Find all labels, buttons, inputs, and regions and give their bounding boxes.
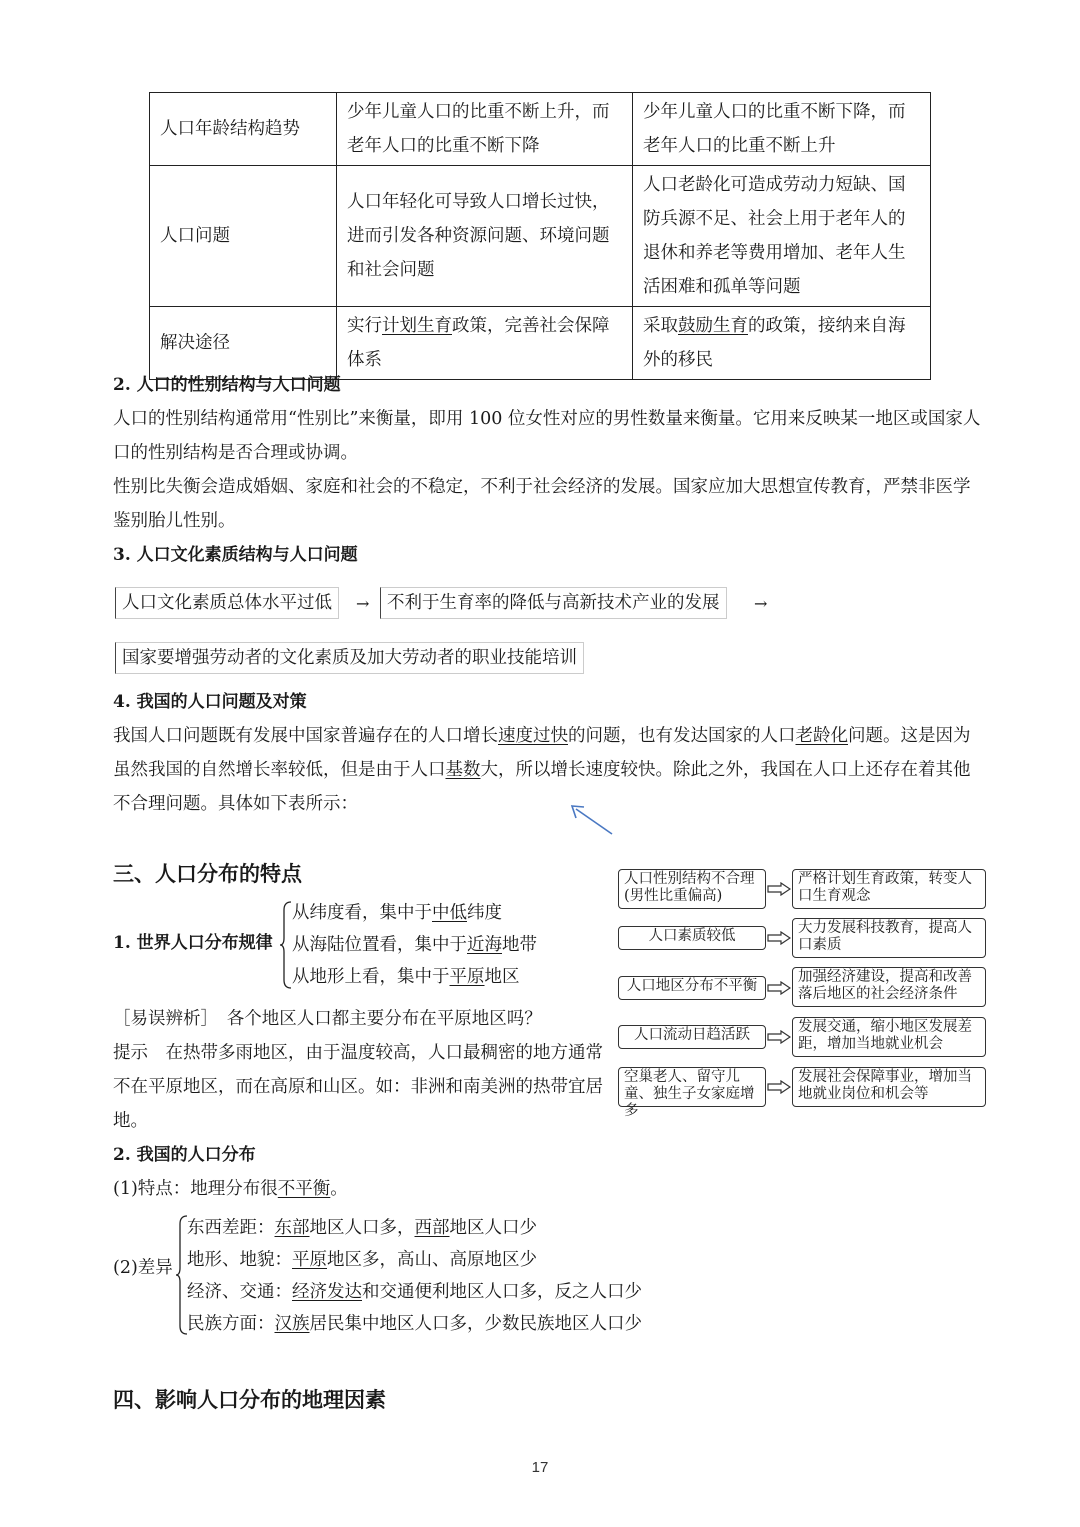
section-heading: 4. 我国的人口问题及对策 (113, 692, 307, 712)
pointer-arrow-icon (566, 800, 618, 840)
table-cell: 实行计划生育政策，完善社会保障体系 (337, 307, 633, 380)
rule-label: 1. 世界人口分布规律 (113, 933, 273, 953)
list-item: 从纬度看，集中于中低纬度 (292, 903, 502, 923)
measure-box: 严格计划生育政策，转变人口生育观念 (792, 869, 986, 909)
table-cell: 人口年轻化可导致人口增长过快，进而引发各种资源问题、环境问题和社会问题 (337, 166, 633, 307)
population-structure-table (149, 92, 931, 380)
measure-box: 大力发展科技教育，提高人口素质 (792, 918, 986, 958)
list-item: 东西差距：东部地区人口多，西部地区人口少 (187, 1218, 537, 1238)
table-cell: 采取鼓励生育的政策，接纳来自海外的移民 (633, 307, 931, 380)
measure-box: 发展社会保障事业，增加当地就业岗位和机会等 (792, 1067, 986, 1107)
problem-box: 人口流动日趋活跃 (618, 1025, 766, 1049)
underlined-term: 鼓励生育 (678, 316, 748, 336)
feature-line: (1)特点：地理分布很不平衡。 (113, 1179, 348, 1199)
diff-list (187, 1212, 642, 1340)
easy-mistake-question: ［易误辨析］ 各个地区人口都主要分布在平原地区吗？ (113, 1009, 542, 1029)
brace-icon (280, 900, 292, 990)
problem-box: 人口性别结构不合理(男性比重偏高) (618, 869, 766, 909)
arrow-right-icon (767, 1080, 791, 1094)
section-heading: 2. 人口的性别结构与人口问题 (113, 375, 341, 395)
arrow-right-icon (767, 981, 791, 995)
table-cell: 少年儿童人口的比重不断下降，而老年人口的比重不断上升 (633, 93, 931, 166)
list-item: 经济、交通：经济发达和交通便利地区人口多，反之人口少 (187, 1282, 642, 1302)
list-item: 地形、地貌：平原地区多，高山、高原地区少 (187, 1250, 537, 1270)
flow-arrow-icon: → (754, 594, 768, 613)
problem-box: 空巢老人、留守儿童、独生子女家庭增多 (618, 1067, 766, 1107)
chapter-heading: 三、人口分布的特点 (113, 861, 302, 886)
underlined-term: 计划生育 (382, 316, 452, 336)
table-cell: 少年儿童人口的比重不断上升，而老年人口的比重不断下降 (337, 93, 633, 166)
table-cell: 人口老龄化可造成劳动力短缺、国防兵源不足、社会上用于老年人的退休和养老等费用增加、老年人生活困难和孤单等问题 (633, 166, 931, 307)
list-item: 从地形上看，集中于平原地区 (292, 967, 520, 987)
paragraph: 我国人口问题既有发展中国家普遍存在的人口增长速度过快的问题，也有发达国家的人口老龄化问题。这是因为虽然我国的自然增长率较低，但是由于人口基数大，所以增长速度较快。除此之外，我国在人口上还存在着其他不合理问题。具体如下表所示： (113, 726, 971, 814)
table-cell: 人口问题 (150, 166, 337, 307)
table-row (150, 166, 931, 307)
table-cell: 人口年龄结构趋势 (150, 93, 337, 166)
flow-box: 人口文化素质总体水平过低 (115, 587, 339, 619)
rule-list (292, 897, 537, 993)
arrow-right-icon (767, 1030, 791, 1044)
paragraph: 性别比失衡会造成婚姻、家庭和社会的不稳定，不利于社会经济的发展。国家应加大思想宣传教育，严禁非医学鉴别胎儿性别。 (113, 477, 971, 531)
hint-paragraph: 提示 在热带多雨地区，由于温度较高，人口最稠密的地方通常不在平原地区，而在高原和山区。如：非洲和南美洲的热带宜居地。 (113, 1043, 603, 1131)
section-heading: 2. 我国的人口分布 (113, 1145, 256, 1165)
arrow-right-icon (767, 882, 791, 896)
page-number: 17 (531, 1459, 549, 1476)
arrow-right-icon (767, 931, 791, 945)
measure-box: 加强经济建设，提高和改善落后地区的社会经济条件 (792, 967, 986, 1007)
diff-label: (2)差异 (113, 1258, 173, 1278)
problem-box: 人口素质较低 (618, 926, 766, 950)
flow-box: 国家要增强劳动者的文化素质及加大劳动者的职业技能培训 (115, 642, 584, 674)
problem-box: 人口地区分布不平衡 (618, 976, 766, 1000)
table-row (150, 93, 931, 166)
table-cell: 解决途径 (150, 307, 337, 380)
flow-arrow-icon: → (356, 594, 370, 613)
chapter-heading: 四、影响人口分布的地理因素 (113, 1387, 386, 1412)
paragraph: 人口的性别结构通常用“性别比”来衡量，即用 100 位女性对应的男性数量来衡量。它用来反映某一地区或国家人口的性别结构是否合理或协调。 (113, 409, 981, 463)
list-item: 民族方面：汉族居民集中地区人口多，少数民族地区人口少 (187, 1314, 642, 1334)
list-item: 从海陆位置看，集中于近海地带 (292, 935, 537, 955)
measure-box: 发展交通，缩小地区发展差距，增加当地就业机会 (792, 1017, 986, 1057)
flow-box: 不利于生育率的降低与高新技术产业的发展 (380, 587, 727, 619)
section-heading: 3. 人口文化素质结构与人口问题 (113, 545, 358, 565)
